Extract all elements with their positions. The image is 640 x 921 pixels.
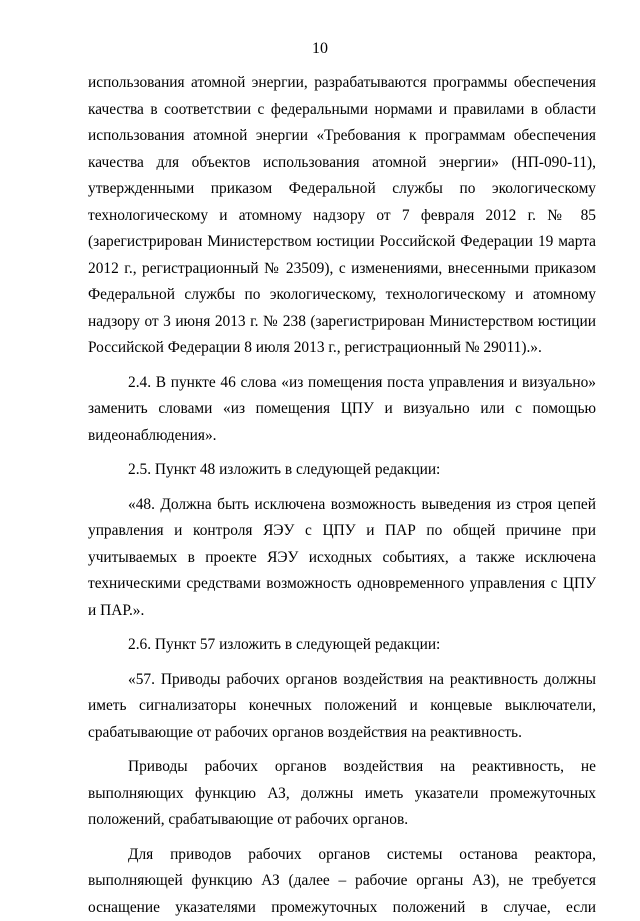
text-line: утвержденными приказом Федеральной службы по экологическому — [88, 176, 596, 203]
text-line: выполняющих функцию АЗ, должны иметь указатели промежуточных — [88, 781, 596, 808]
text-line: использования атомной энергии «Требования к программам обеспечения — [88, 123, 596, 150]
paragraph — [88, 754, 596, 834]
text-line: Приводы рабочих органов воздействия на реактивность, не — [88, 754, 596, 781]
text-line: заменить словами «из помещения ЦПУ и визуально или с помощью — [88, 396, 596, 423]
paragraph — [88, 70, 596, 362]
text-line: учитываемых в проекте ЯЭУ исходных событиях, а также исключена — [88, 545, 596, 572]
text-line: (зарегистрирован Министерством юстиции Российской Федерации 19 марта — [88, 229, 596, 256]
text-line: «48. Должна быть исключена возможность выведения из строя цепей — [88, 492, 596, 519]
text-line: оснащение указателями промежуточных положений в случае, если — [88, 895, 596, 921]
text-line: 2012 г., регистрационный № 23509), с изменениями, внесенными приказом — [88, 256, 596, 283]
text-line: использования атомной энергии, разрабатываются программы обеспечения — [88, 70, 596, 97]
paragraph — [88, 632, 596, 659]
text-line: видеонаблюдения». — [88, 423, 596, 450]
text-line: управления и контроля ЯЭУ с ЦПУ и ПАР по общей причине при — [88, 518, 596, 545]
text-line: срабатывающие от рабочих органов воздействия на реактивность. — [88, 720, 596, 747]
paragraph — [88, 667, 596, 747]
text-line: и ПАР.». — [88, 598, 596, 625]
text-line: выполняющей функцию АЗ (далее – рабочие органы АЗ), не требуется — [88, 868, 596, 895]
page-number: 10 — [0, 40, 640, 58]
text-line: «57. Приводы рабочих органов воздействия на реактивность должны — [88, 667, 596, 694]
text-line: качества для объектов использования атомной энергии» (НП-090-11), — [88, 150, 596, 177]
text-line: технологическому и атомному надзору от 7 февраля 2012 г. № 85 — [88, 203, 596, 230]
paragraph — [88, 492, 596, 625]
text-line: Федеральной службы по экологическому, технологическому и атомному — [88, 282, 596, 309]
text-line: Для приводов рабочих органов системы останова реактора, — [88, 842, 596, 869]
text-line: техническими средствами возможность одновременного управления с ЦПУ — [88, 571, 596, 598]
text-line: качества в соответствии с федеральными нормами и правилами в области — [88, 97, 596, 124]
text-line: 2.6. Пункт 57 изложить в следующей редакции: — [88, 632, 596, 659]
text-line: Российской Федерации 8 июля 2013 г., регистрационный № 29011).». — [88, 335, 596, 362]
paragraph — [88, 842, 596, 921]
text-line: 2.4. В пункте 46 слова «из помещения поста управления и визуально» — [88, 370, 596, 397]
paragraph — [88, 457, 596, 484]
document-body — [88, 70, 596, 921]
text-line: положений, срабатывающие от рабочих органов. — [88, 807, 596, 834]
text-line: иметь сигнализаторы конечных положений и концевые выключатели, — [88, 693, 596, 720]
text-line: 2.5. Пункт 48 изложить в следующей редакции: — [88, 457, 596, 484]
text-line: надзору от 3 июня 2013 г. № 238 (зарегистрирован Министерством юстиции — [88, 309, 596, 336]
paragraph — [88, 370, 596, 450]
